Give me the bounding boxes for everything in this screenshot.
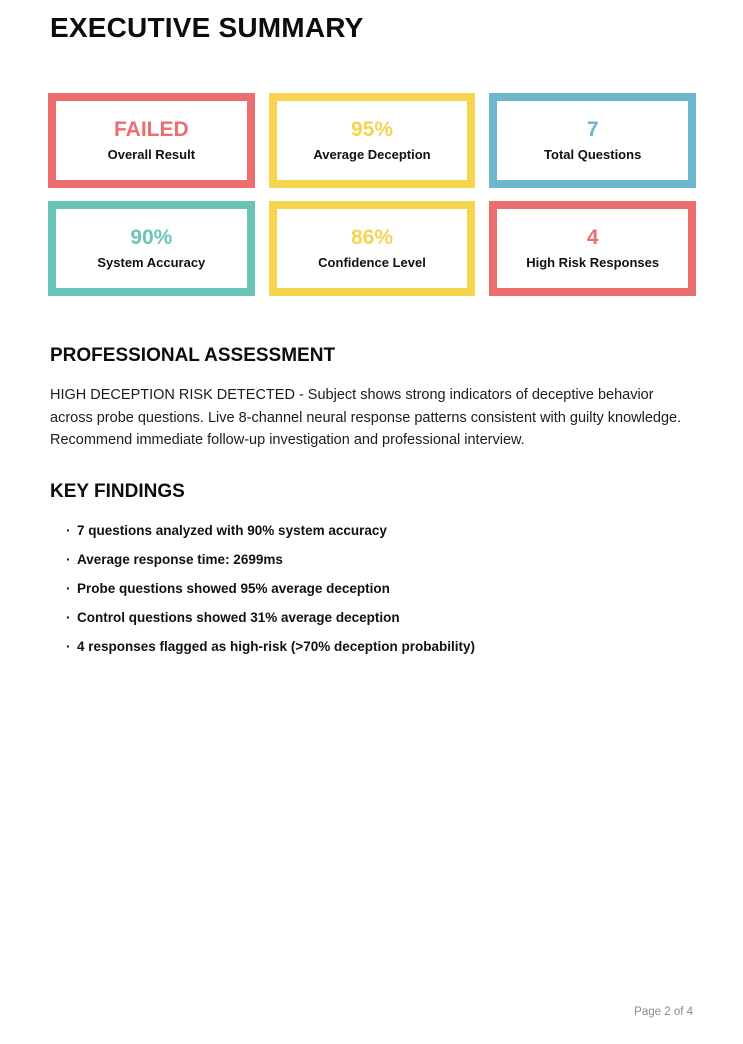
stat-label: Overall Result — [107, 147, 196, 163]
finding-item: · Average response time: 2699ms — [66, 552, 696, 568]
stat-card-confidence-level — [269, 201, 476, 296]
stat-card-system-accuracy — [48, 201, 255, 296]
stat-label: Total Questions — [544, 147, 642, 163]
stat-value: 90% — [130, 226, 173, 250]
finding-item: · Control questions showed 31% average deception — [66, 610, 696, 626]
assessment-section-heading: PROFESSIONAL ASSESSMENT — [50, 345, 336, 366]
stat-value: 7 — [586, 118, 599, 142]
stat-value: FAILED — [113, 118, 189, 142]
assessment-body-text: HIGH DECEPTION RISK DETECTED - Subject shows strong indicators of deceptive behavior across probe questions. Live 8-channel neural response patterns consistent with guilty knowledge. Recommend immediate follow-up investigation and professional interview. — [50, 387, 682, 448]
stat-value: 4 — [586, 226, 599, 250]
stat-label: Confidence Level — [318, 255, 426, 271]
stat-label: High Risk Responses — [526, 255, 660, 271]
stat-card-overall-result — [48, 93, 255, 188]
finding-item: · Probe questions showed 95% average deception — [66, 581, 696, 597]
page-title: EXECUTIVE SUMMARY — [50, 12, 364, 43]
page-number: Page 2 of 4 — [634, 1006, 693, 1018]
findings-section-heading: KEY FINDINGS — [50, 481, 185, 502]
finding-item: · 4 responses flagged as high-risk (>70% deception probability) — [66, 639, 696, 655]
stat-value: 86% — [350, 226, 393, 250]
stat-card-high-risk-responses — [489, 201, 696, 296]
summary-stat-cards — [48, 93, 696, 296]
key-findings-list — [66, 523, 696, 668]
stat-card-total-questions — [489, 93, 696, 188]
stat-label: System Accuracy — [97, 255, 206, 271]
finding-item: · 7 questions analyzed with 90% system accuracy — [66, 523, 696, 539]
stat-label: Average Deception — [313, 147, 431, 163]
stat-card-average-deception — [269, 93, 476, 188]
stat-value: 95% — [350, 118, 393, 142]
